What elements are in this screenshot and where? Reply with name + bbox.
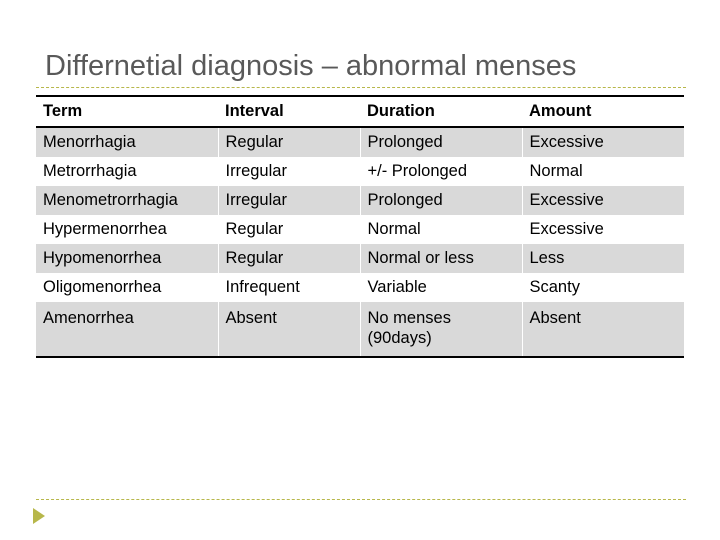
triangle-bullet-icon <box>33 508 45 524</box>
cell-duration: Normal <box>360 215 522 244</box>
cell-term: Menometrorrhagia <box>36 186 218 215</box>
table-row <box>36 186 684 215</box>
cell-term: Metrorrhagia <box>36 157 218 186</box>
cell-interval: Infrequent <box>218 273 360 302</box>
cell-amount: Excessive <box>522 215 684 244</box>
cell-term: Oligomenorrhea <box>36 273 218 302</box>
table-row <box>36 157 684 186</box>
cell-interval: Irregular <box>218 186 360 215</box>
cell-interval: Absent <box>218 302 360 357</box>
cell-amount: Excessive <box>522 186 684 215</box>
differential-diagnosis-table <box>36 95 684 358</box>
table-row <box>36 215 684 244</box>
top-dashed-divider <box>36 87 686 88</box>
cell-term: Menorrhagia <box>36 127 218 157</box>
cell-amount: Less <box>522 244 684 273</box>
cell-interval: Irregular <box>218 157 360 186</box>
table-row <box>36 273 684 302</box>
cell-duration: Variable <box>360 273 522 302</box>
table-header-row <box>36 96 684 127</box>
table-row <box>36 127 684 157</box>
cell-interval: Regular <box>218 244 360 273</box>
slide-title: Differnetial diagnosis – abnormal menses <box>45 50 577 82</box>
cell-duration: No menses (90days) <box>360 302 522 357</box>
cell-amount: Normal <box>522 157 684 186</box>
cell-amount: Absent <box>522 302 684 357</box>
cell-term: Hypomenorrhea <box>36 244 218 273</box>
cell-interval: Regular <box>218 215 360 244</box>
bottom-dashed-divider <box>36 499 686 500</box>
cell-duration: Prolonged <box>360 186 522 215</box>
header-duration: Duration <box>360 96 522 127</box>
cell-term: Amenorrhea <box>36 302 218 357</box>
cell-duration: Normal or less <box>360 244 522 273</box>
cell-term: Hypermenorrhea <box>36 215 218 244</box>
cell-interval: Regular <box>218 127 360 157</box>
header-interval: Interval <box>218 96 360 127</box>
cell-duration: +/- Prolonged <box>360 157 522 186</box>
header-amount: Amount <box>522 96 684 127</box>
table-row <box>36 244 684 273</box>
table-row <box>36 302 684 357</box>
cell-amount: Scanty <box>522 273 684 302</box>
header-term: Term <box>36 96 218 127</box>
cell-amount: Excessive <box>522 127 684 157</box>
cell-duration: Prolonged <box>360 127 522 157</box>
